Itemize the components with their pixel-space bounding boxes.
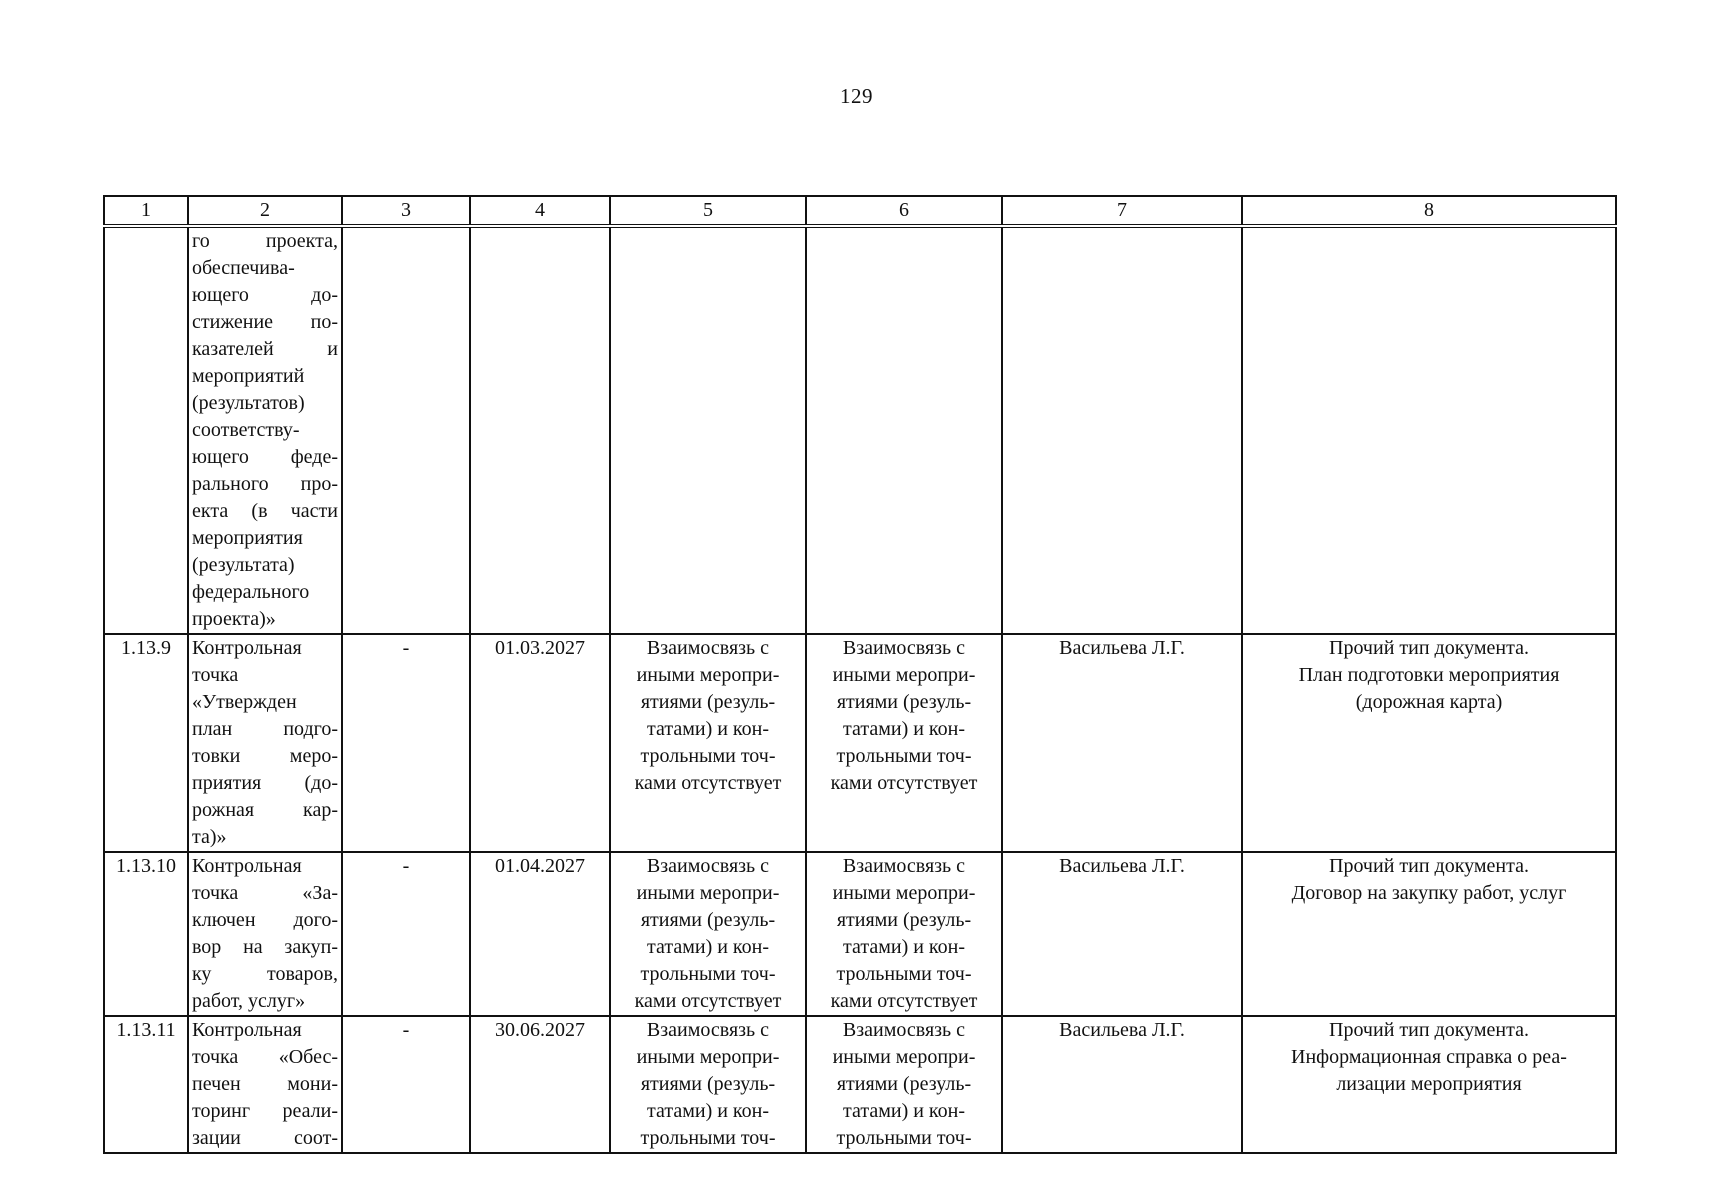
item-name-line: Контрольная — [192, 1019, 302, 1041]
item-name-line: (результата) — [192, 554, 295, 576]
responsible-person-cell: Васильева Л.Г. — [1002, 1016, 1242, 1153]
table-row — [104, 852, 1616, 1016]
table-row — [104, 1016, 1616, 1153]
document-line: лизации мероприятия — [1336, 1073, 1522, 1095]
item-name-line: ку товаров, — [192, 963, 338, 985]
item-name-line: ключен дого- — [192, 909, 338, 931]
empty-cell — [1242, 226, 1616, 634]
relation-line: ятиями (резуль- — [640, 909, 776, 931]
relation-line: татами) и кон- — [647, 936, 769, 958]
empty-cell — [342, 226, 470, 634]
relation-line: трольными точ- — [640, 1127, 776, 1149]
item-name-line: торинг реали- — [192, 1100, 338, 1122]
relation-line: ками отсутствует — [634, 772, 782, 794]
item-name-line: Контрольная — [192, 855, 302, 877]
dash-cell: - — [342, 634, 470, 852]
document-line: Прочий тип документа. — [1329, 855, 1529, 877]
date-cell: 01.03.2027 — [470, 634, 610, 852]
relation-line: иными меропри- — [832, 664, 976, 686]
relation-line: Взаимосвязь с — [646, 637, 770, 659]
relation-line: трольными точ- — [836, 963, 972, 985]
item-name-line: обеспечива- — [192, 257, 295, 279]
relation-line: трольными точ- — [640, 745, 776, 767]
empty-cell — [1002, 226, 1242, 634]
responsible-person-cell: Васильева Л.Г. — [1002, 852, 1242, 1016]
row-number-cell: 1.13.10 — [104, 852, 188, 1016]
column-header: 2 — [188, 196, 342, 226]
item-name-line: проекта)» — [192, 608, 276, 630]
document-line: Договор на закупку работ, услуг — [1291, 882, 1567, 904]
document-line: План подготовки мероприятия — [1298, 664, 1560, 686]
item-name-line: рального про- — [192, 473, 338, 495]
relation-line: иными меропри- — [832, 1046, 976, 1068]
column-header: 7 — [1002, 196, 1242, 226]
empty-cell — [470, 226, 610, 634]
item-name-line: казателей и — [192, 338, 338, 360]
document-type-cell — [1242, 1016, 1616, 1153]
empty-cell — [610, 226, 806, 634]
item-name-line: Контрольная — [192, 637, 302, 659]
relation-cell — [806, 1016, 1002, 1153]
relation-line: татами) и кон- — [843, 1100, 965, 1122]
relation-line: иными меропри- — [832, 882, 976, 904]
page-number: 129 — [840, 84, 873, 108]
item-name-line: точка «Обес- — [192, 1046, 338, 1068]
item-name-line: зации соот- — [192, 1127, 338, 1149]
item-name-cell — [188, 852, 342, 1016]
item-name-line: «Утвержден — [192, 691, 297, 713]
date-cell: 30.06.2027 — [470, 1016, 610, 1153]
relation-line: ками отсутствует — [830, 772, 978, 794]
relation-line: трольными точ- — [640, 963, 776, 985]
relation-line: ятиями (резуль- — [640, 691, 776, 713]
column-header: 8 — [1242, 196, 1616, 226]
relation-cell — [806, 634, 1002, 852]
item-name-line: (результатов) — [192, 392, 305, 414]
item-name-line: рожная кар- — [192, 799, 338, 821]
item-name-line: та)» — [192, 826, 227, 848]
schedule-table — [103, 195, 1617, 1154]
item-name-line: приятия (до- — [192, 772, 338, 794]
item-name-line: работ, услуг» — [192, 990, 306, 1012]
item-name-line: печен мони- — [192, 1073, 338, 1095]
relation-cell — [610, 1016, 806, 1153]
item-name-line: соответству- — [192, 419, 300, 441]
column-header: 5 — [610, 196, 806, 226]
item-name-cell — [188, 226, 342, 634]
table-row — [104, 634, 1616, 852]
relation-line: татами) и кон- — [843, 718, 965, 740]
relation-line: ками отсутствует — [634, 990, 782, 1012]
item-name-line: товки меро- — [192, 745, 338, 767]
table-row-continuation — [104, 226, 1616, 634]
item-name-line: ющего феде- — [192, 446, 338, 468]
relation-cell — [610, 852, 806, 1016]
dash-cell: - — [342, 1016, 470, 1153]
row-number-cell: 1.13.11 — [104, 1016, 188, 1153]
relation-line: Взаимосвязь с — [646, 1019, 770, 1041]
column-header: 1 — [104, 196, 188, 226]
relation-line: иными меропри- — [636, 882, 780, 904]
relation-line: трольными точ- — [836, 745, 972, 767]
item-name-line: точка «За- — [192, 882, 338, 904]
relation-cell — [610, 634, 806, 852]
relation-line: ятиями (резуль- — [836, 909, 972, 931]
item-name-line: план подго- — [192, 718, 338, 740]
relation-line: ятиями (резуль- — [836, 691, 972, 713]
document-type-cell — [1242, 634, 1616, 852]
item-name-line: ющего до- — [192, 284, 338, 306]
column-header: 3 — [342, 196, 470, 226]
relation-cell — [806, 852, 1002, 1016]
item-name-cell — [188, 1016, 342, 1153]
item-name-line: мероприятий — [192, 365, 305, 387]
relation-line: ятиями (резуль- — [640, 1073, 776, 1095]
document-line: Прочий тип документа. — [1329, 1019, 1529, 1041]
date-cell: 01.04.2027 — [470, 852, 610, 1016]
dash-cell: - — [342, 852, 470, 1016]
column-header: 6 — [806, 196, 1002, 226]
relation-line: татами) и кон- — [647, 1100, 769, 1122]
relation-line: Взаимосвязь с — [842, 1019, 966, 1041]
item-name-line: вор на закуп- — [192, 936, 338, 958]
relation-line: иными меропри- — [636, 664, 780, 686]
empty-cell — [806, 226, 1002, 634]
row-number-cell: 1.13.9 — [104, 634, 188, 852]
item-name-line: стижение по- — [192, 311, 338, 333]
document-type-cell — [1242, 852, 1616, 1016]
item-name-line: го проекта, — [192, 230, 338, 252]
item-name-line: точка — [192, 664, 239, 686]
relation-line: трольными точ- — [836, 1127, 972, 1149]
relation-line: иными меропри- — [636, 1046, 780, 1068]
row-number-cell — [104, 226, 188, 634]
item-name-cell — [188, 634, 342, 852]
item-name-line: екта (в части — [192, 500, 338, 522]
item-name-line: мероприятия — [192, 527, 303, 549]
document-line: (дорожная карта) — [1355, 691, 1503, 713]
relation-line: ятиями (резуль- — [836, 1073, 972, 1095]
relation-line: татами) и кон- — [647, 718, 769, 740]
document-line: Информационная справка о реа- — [1291, 1046, 1567, 1068]
table-header-row — [104, 196, 1616, 226]
document-line: Прочий тип документа. — [1329, 637, 1529, 659]
relation-line: Взаимосвязь с — [842, 855, 966, 877]
responsible-person-cell: Васильева Л.Г. — [1002, 634, 1242, 852]
item-name-line: федерального — [192, 581, 310, 603]
relation-line: Взаимосвязь с — [842, 637, 966, 659]
column-header: 4 — [470, 196, 610, 226]
relation-line: Взаимосвязь с — [646, 855, 770, 877]
relation-line: татами) и кон- — [843, 936, 965, 958]
relation-line: ками отсутствует — [830, 990, 978, 1012]
